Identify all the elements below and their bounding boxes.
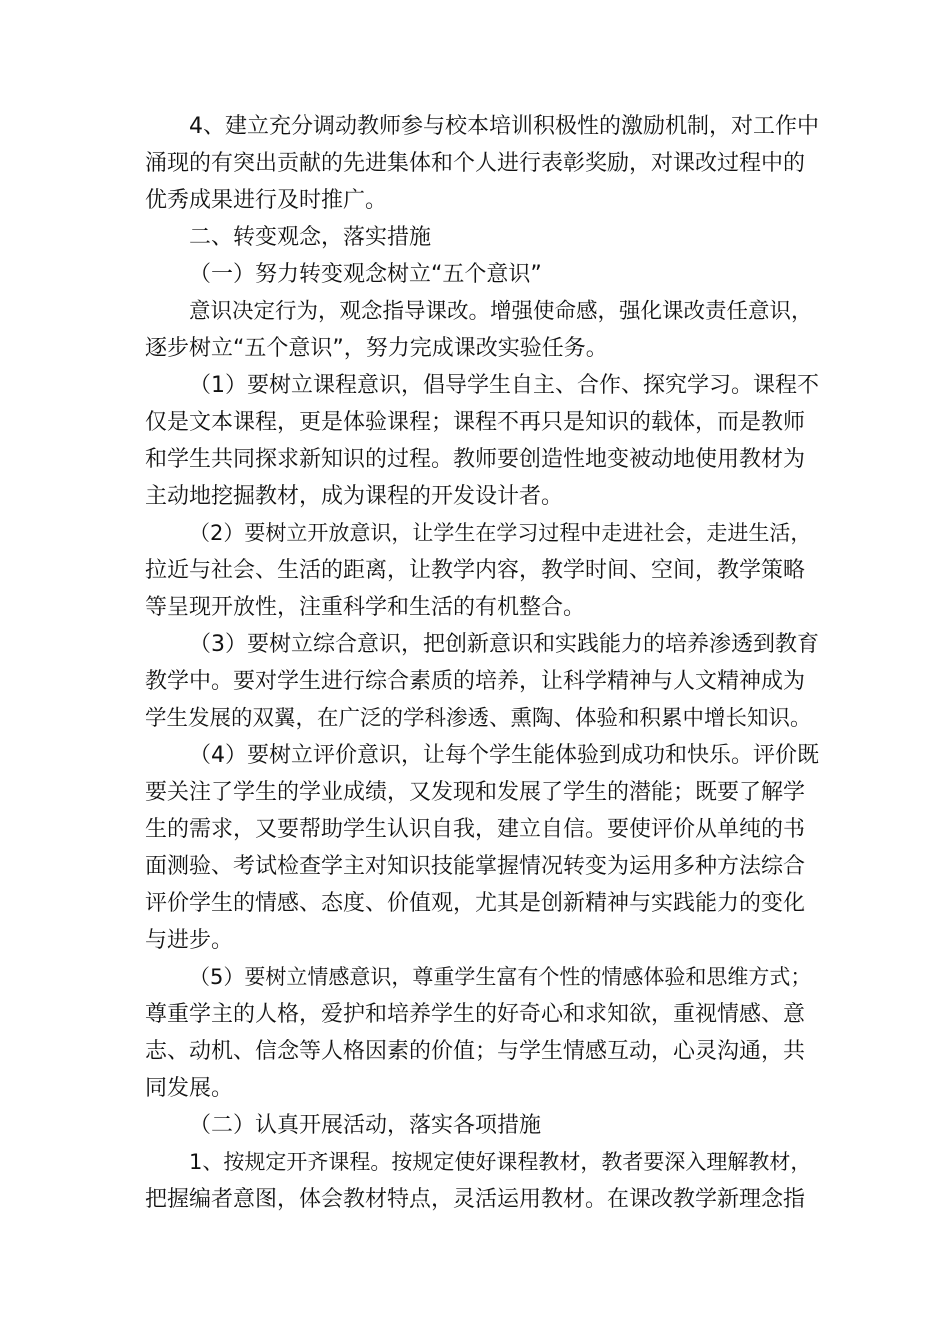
text-line-14: 等呈现开放性，注重科学和生活的有机整合。 — [145, 595, 586, 620]
text-line-11: 主动地挖掘教材，成为课程的开发设计者。 — [145, 484, 564, 509]
text-line-18: （4）要树立评价意识，让每个学生能体验到成功和快乐。评价既 — [189, 743, 819, 768]
subsection-heading-2: （二）认真开展活动，落实各项措施 — [189, 1113, 542, 1138]
text-line-17: 学生发展的双翼，在广泛的学科渗透、熏陶、体验和积累中增长知识。 — [145, 706, 812, 731]
text-line-23: 与进步。 — [145, 928, 234, 953]
text-line-8: （1）要树立课程意识，倡导学生自主、合作、探究学习。课程不 — [189, 373, 819, 398]
text-line-21: 面测验、考试检查学主对知识技能掌握情况转变为运用多种方法综合 — [145, 854, 806, 879]
text-line-29: 1、按规定开齐课程。按规定使好课程教材，教者要深入理解教材， — [189, 1150, 812, 1174]
text-line-27: 同发展。 — [145, 1076, 234, 1101]
text-line-2: 涌现的有突出贡献的先进集体和个人进行表彰奖励，对课改过程中的 — [145, 151, 806, 176]
subsection-heading-1: （一）努力转变观念树立“五个意识” — [189, 262, 542, 287]
text-line-20: 生的需求，又要帮助学生认识自我，建立自信。要使评价从单纯的书 — [145, 817, 806, 842]
text-line-10: 和学生共同探求新知识的过程。教师要创造性地变被动地使用教材为 — [145, 447, 806, 472]
text-line-12: （2）要树立开放意识，让学生在学习过程中走进社会，走进生活， — [189, 521, 812, 545]
text-line-1: 4、建立充分调动教师参与校本培训积极性的激励机制，对工作中 — [189, 114, 819, 139]
text-line-6: 意识决定行为，观念指导课改。增强使命感，强化课改责任意识， — [189, 299, 813, 324]
text-line-30: 把握编者意图，体会教材特点，灵活运用教材。在课改教学新理念指 — [145, 1187, 806, 1212]
text-line-24: （5）要树立情感意识，尊重学生富有个性的情感体验和思维方式； — [189, 965, 812, 989]
section-heading-2: 二、转变观念，落实措施 — [189, 225, 432, 250]
text-line-7: 逐步树立“五个意识”，努力完成课改实验任务。 — [145, 336, 608, 361]
text-line-19: 要关注了学生的学业成绩，又发现和发展了学生的潜能；既要了解学 — [145, 780, 806, 805]
document-body — [145, 108, 825, 1218]
text-line-9: 仅是文本课程，更是体验课程；课程不再只是知识的载体，而是教师 — [145, 410, 806, 435]
text-line-13: 拉近与社会、生活的距离，让教学内容，教学时间、空间，教学策略 — [145, 558, 806, 583]
text-line-3: 优秀成果进行及时推广。 — [145, 188, 388, 213]
text-line-16: 教学中。要对学生进行综合素质的培养，让科学精神与人文精神成为 — [145, 669, 806, 694]
text-line-25: 尊重学主的人格，爱护和培养学生的好奇心和求知欲，重视情感、意 — [145, 1002, 806, 1027]
text-line-22: 评价学生的情感、态度、价值观，尤其是创新精神与实践能力的变化 — [145, 891, 806, 916]
text-line-15: （3）要树立综合意识，把创新意识和实践能力的培养渗透到教育 — [189, 632, 819, 657]
text-line-26: 志、动机、信念等人格因素的价值；与学生情感互动，心灵沟通，共 — [145, 1039, 806, 1064]
